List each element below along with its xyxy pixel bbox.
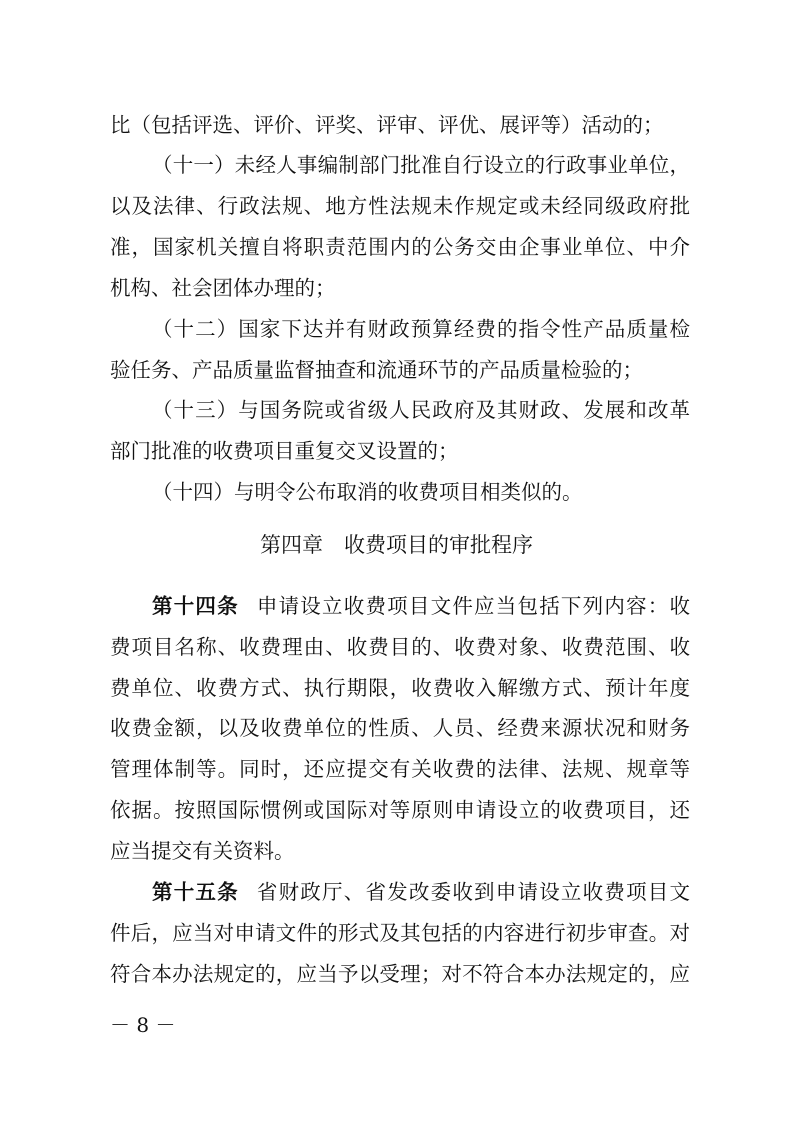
- text-line: 费项目名称、收费理由、收费目的、收费对象、收费范围、收: [110, 635, 690, 659]
- text-line: （十一）未经人事编制部门批准自行设立的行政事业单位，: [152, 153, 690, 177]
- chapter-title: 第四章 收费项目的审批程序: [260, 533, 533, 557]
- text-line: （十三）与国务院或省级人民政府及其财政、发展和改革: [152, 398, 690, 422]
- text-line: 应当提交有关资料。: [110, 839, 295, 863]
- article-15-first-line: [152, 879, 690, 905]
- text-line: 部门批准的收费项目重复交叉设置的；: [110, 439, 459, 463]
- article-14-label: 第十四条: [152, 594, 239, 618]
- article-14-first-line: [152, 593, 690, 619]
- text-line: 收费金额，以及收费单位的性质、人员、经费来源状况和财务: [110, 716, 690, 740]
- page-number: － 8 －: [110, 1013, 176, 1037]
- text-line: 比（包括评选、评价、评奖、评审、评优、展评等）活动的；: [110, 113, 664, 137]
- text-line: 准，国家机关擅自将职责范围内的公务交由企事业单位、中介: [110, 235, 690, 259]
- article-15-text: 省财政厅、省发改委收到申请设立收费项目文: [256, 880, 691, 904]
- text-line: （十二）国家下达并有财政预算经费的指令性产品质量检: [152, 317, 690, 341]
- text-line: 管理体制等。同时，还应提交有关收费的法律、法规、规章等: [110, 757, 690, 781]
- text-line: 费单位、收费方式、执行期限，收费收入解缴方式、预计年度: [110, 676, 690, 700]
- text-line: 件后，应当对申请文件的形式及其包括的内容进行初步审查。对: [110, 921, 690, 945]
- text-line: （十四）与明令公布取消的收费项目相类似的。: [152, 480, 583, 504]
- text-line: 验任务、产品质量监督抽查和流通环节的产品质量检验的；: [110, 358, 643, 382]
- text-line: 以及法律、行政法规、地方性法规未作规定或未经同级政府批: [110, 194, 690, 218]
- article-14-text: 申请设立收费项目文件应当包括下列内容：收: [256, 594, 691, 618]
- article-15-label: 第十五条: [152, 880, 239, 904]
- text-line: 机构、社会团体办理的；: [110, 276, 336, 300]
- text-line: 符合本办法规定的，应当予以受理；对不符合本办法规定的，应: [110, 962, 690, 986]
- text-line: 依据。按照国际惯例或国际对等原则申请设立的收费项目，还: [110, 798, 690, 822]
